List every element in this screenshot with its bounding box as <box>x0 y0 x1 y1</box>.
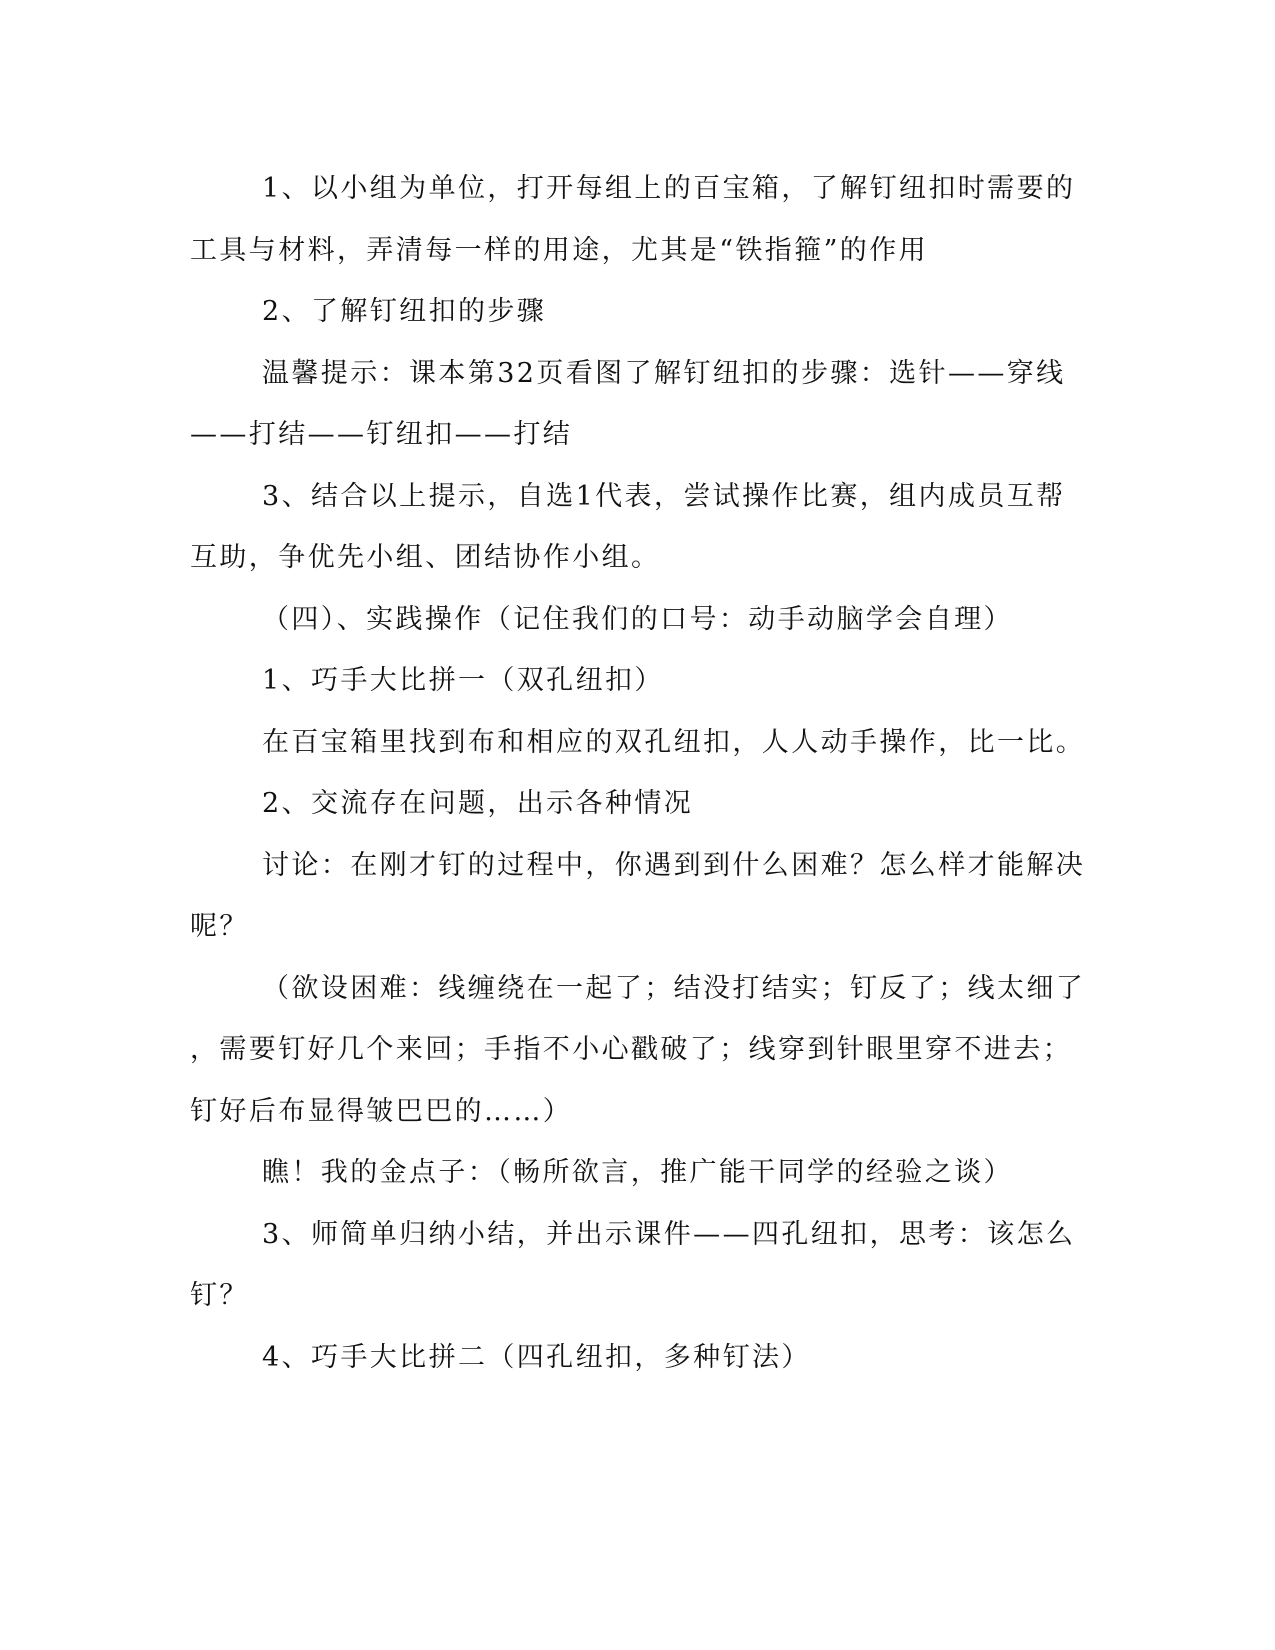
paragraph-summary <box>190 1204 1090 1327</box>
text-line: ，需要钉好几个来回；手指不小心戳破了；线穿到针眼里穿不进去； <box>190 1034 1072 1065</box>
text-line: 2、交流存在问题，出示各种情况 <box>262 788 694 819</box>
text-line: 钉？ <box>190 1280 249 1311</box>
text-line: 瞧！我的金点子：（畅所欲言，推广能干同学的经验之谈） <box>262 1157 1013 1188</box>
paragraph-step-3 <box>190 466 1090 589</box>
text-line: 3、师简单归纳小结，并出示课件——四孔纽扣，思考：该怎么 <box>262 1218 1076 1250</box>
paragraph-step-1 <box>190 158 1090 281</box>
section-heading-practice <box>190 589 1090 651</box>
paragraph-contest-2 <box>190 1327 1090 1389</box>
document-body <box>190 158 1090 1388</box>
text-line: 1、以小组为单位，打开每组上的百宝箱，了解钉纽扣时需要的 <box>262 173 1076 204</box>
text-line: 互助，争优先小组、团结协作小组。 <box>190 542 661 573</box>
text-line: 3、结合以上提示，自选1代表，尝试操作比赛，组内成员互帮 <box>262 480 1066 512</box>
text-line: （四）、实践操作（记住我们的口号：动手动脑学会自理） <box>262 603 1013 635</box>
text-line: 讨论：在刚才钉的过程中，你遇到到什么困难？怎么样才能解决 <box>262 849 1086 881</box>
text-line: 呢？ <box>190 911 249 942</box>
text-line: 在百宝箱里找到布和相应的双孔纽扣，人人动手操作，比一比。 <box>262 726 1086 758</box>
paragraph-tip <box>190 343 1090 466</box>
paragraph-exchange <box>190 773 1090 835</box>
paragraph-contest-1-detail <box>190 712 1090 774</box>
text-line: 2、了解钉纽扣的步骤 <box>262 296 547 327</box>
paragraph-discussion <box>190 835 1090 958</box>
paragraph-difficulties <box>190 958 1090 1143</box>
text-line: 1、巧手大比拼一（双孔纽扣） <box>262 665 664 696</box>
text-line: 工具与材料，弄清每一样的用途，尤其是“铁指箍”的作用 <box>190 234 929 266</box>
paragraph-contest-1 <box>190 650 1090 712</box>
text-line: （欲设困难：线缠绕在一起了；结没打结实；钉反了；线太细了 <box>262 972 1086 1004</box>
text-line: 钉好后布显得皱巴巴的……） <box>190 1095 573 1127</box>
text-line: 4、巧手大比拼二（四孔纽扣，多种钉法） <box>262 1341 811 1373</box>
text-line: 温馨提示：课本第32页看图了解钉纽扣的步骤：选针——穿线 <box>262 357 1066 389</box>
paragraph-golden-idea <box>190 1142 1090 1204</box>
paragraph-step-2 <box>190 281 1090 343</box>
text-line: ——打结——钉纽扣——打结 <box>190 419 573 450</box>
